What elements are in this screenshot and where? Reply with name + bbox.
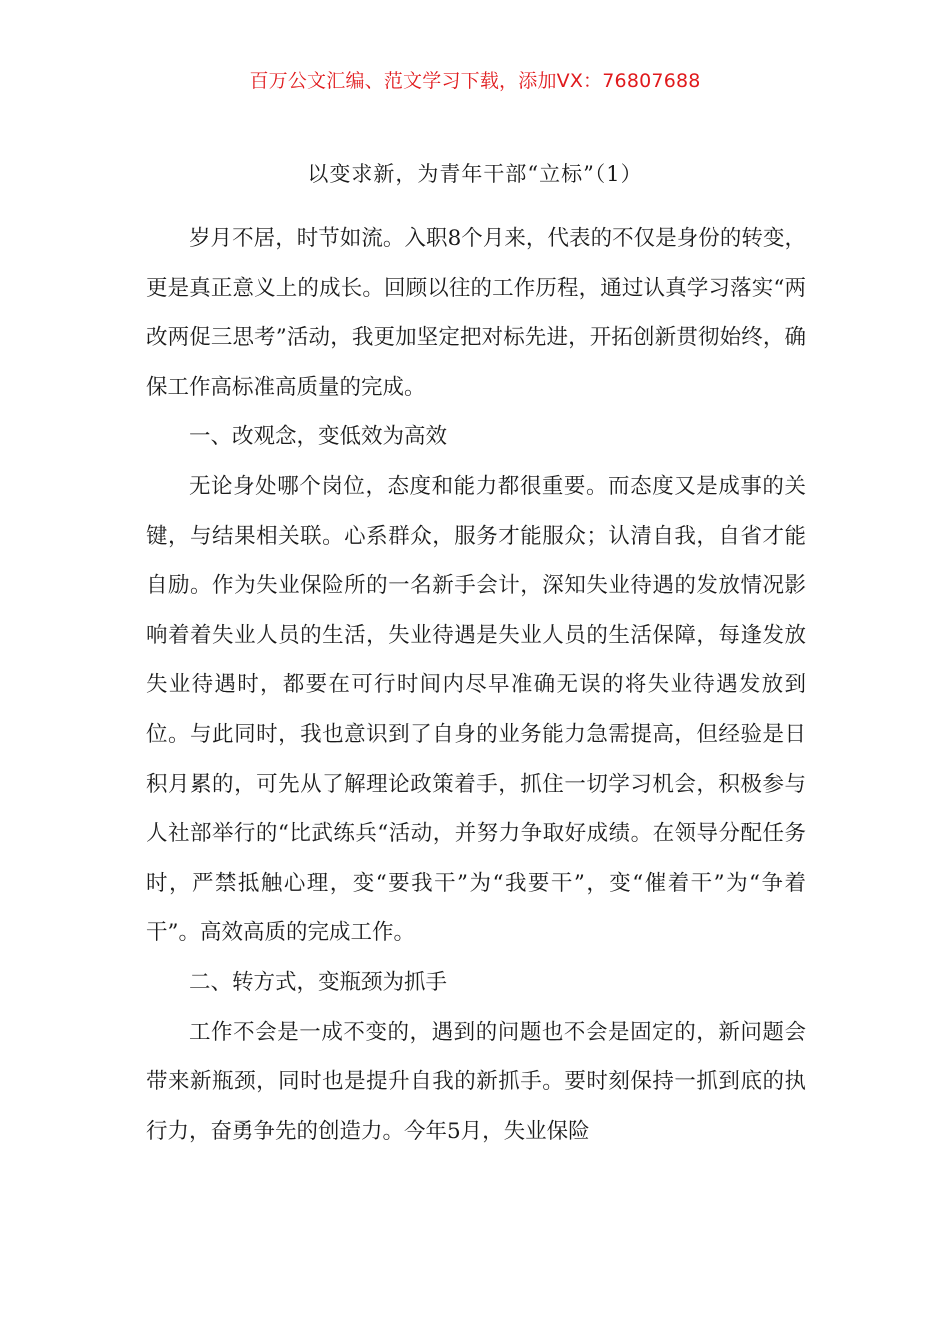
document-body [146, 214, 806, 1156]
header-banner: 百万公文汇编、范文学习下载，添加VX：76807688 [249, 70, 701, 92]
paragraph-section-1: 无论身处哪个岗位，态度和能力都很重要。而态度又是成事的关键，与结果相关联。心系群众，服务才能服众；认清自我，自省才能自励。作为失业保险所的一名新手会计，深知失业待遇的发放情况影响着着失业人员的生活，失业待遇是失业人员的生活保障，每逢发放失业待遇时，都要在可行时间内尽早准确无误的将失业待遇发放到位。与此同时，我也意识到了自身的业务能力急需提高，但经验是日积月累的，可先从了解理论政策着手，抓住一切学习机会，积极参与人社部举行的“比武练兵“活动，并努力争取好成绩。在领导分配任务时，严禁抵触心理，变“要我干”为“我要干”，变“催着干”为“争着干”。高效高质的完成工作。 [146, 473, 806, 946]
paragraph-intro: 岁月不居，时节如流。入职8个月来，代表的不仅是身份的转变，更是真正意义上的成长。回顾以往的工作历程，通过认真学习落实“两改两促三思考”活动，我更加坚定把对标先进，开拓创新贯彻始终，确保工作高标准高质量的完成。 [146, 226, 806, 400]
section-heading-2: 二、转方式，变瓶颈为抓手 [189, 969, 448, 995]
document-title: 以变求新，为青年干部“立标”（1） [307, 162, 643, 186]
section-heading-1: 一、改观念，变低效为高效 [189, 424, 448, 450]
paragraph-section-2: 工作不会是一成不变的，遇到的问题也不会是固定的，新问题会带来新瓶颈，同时也是提升自我的新抓手。要时刻保持一抓到底的执行力，奋勇争先的创造力。今年5月，失业保险 [146, 1019, 806, 1144]
